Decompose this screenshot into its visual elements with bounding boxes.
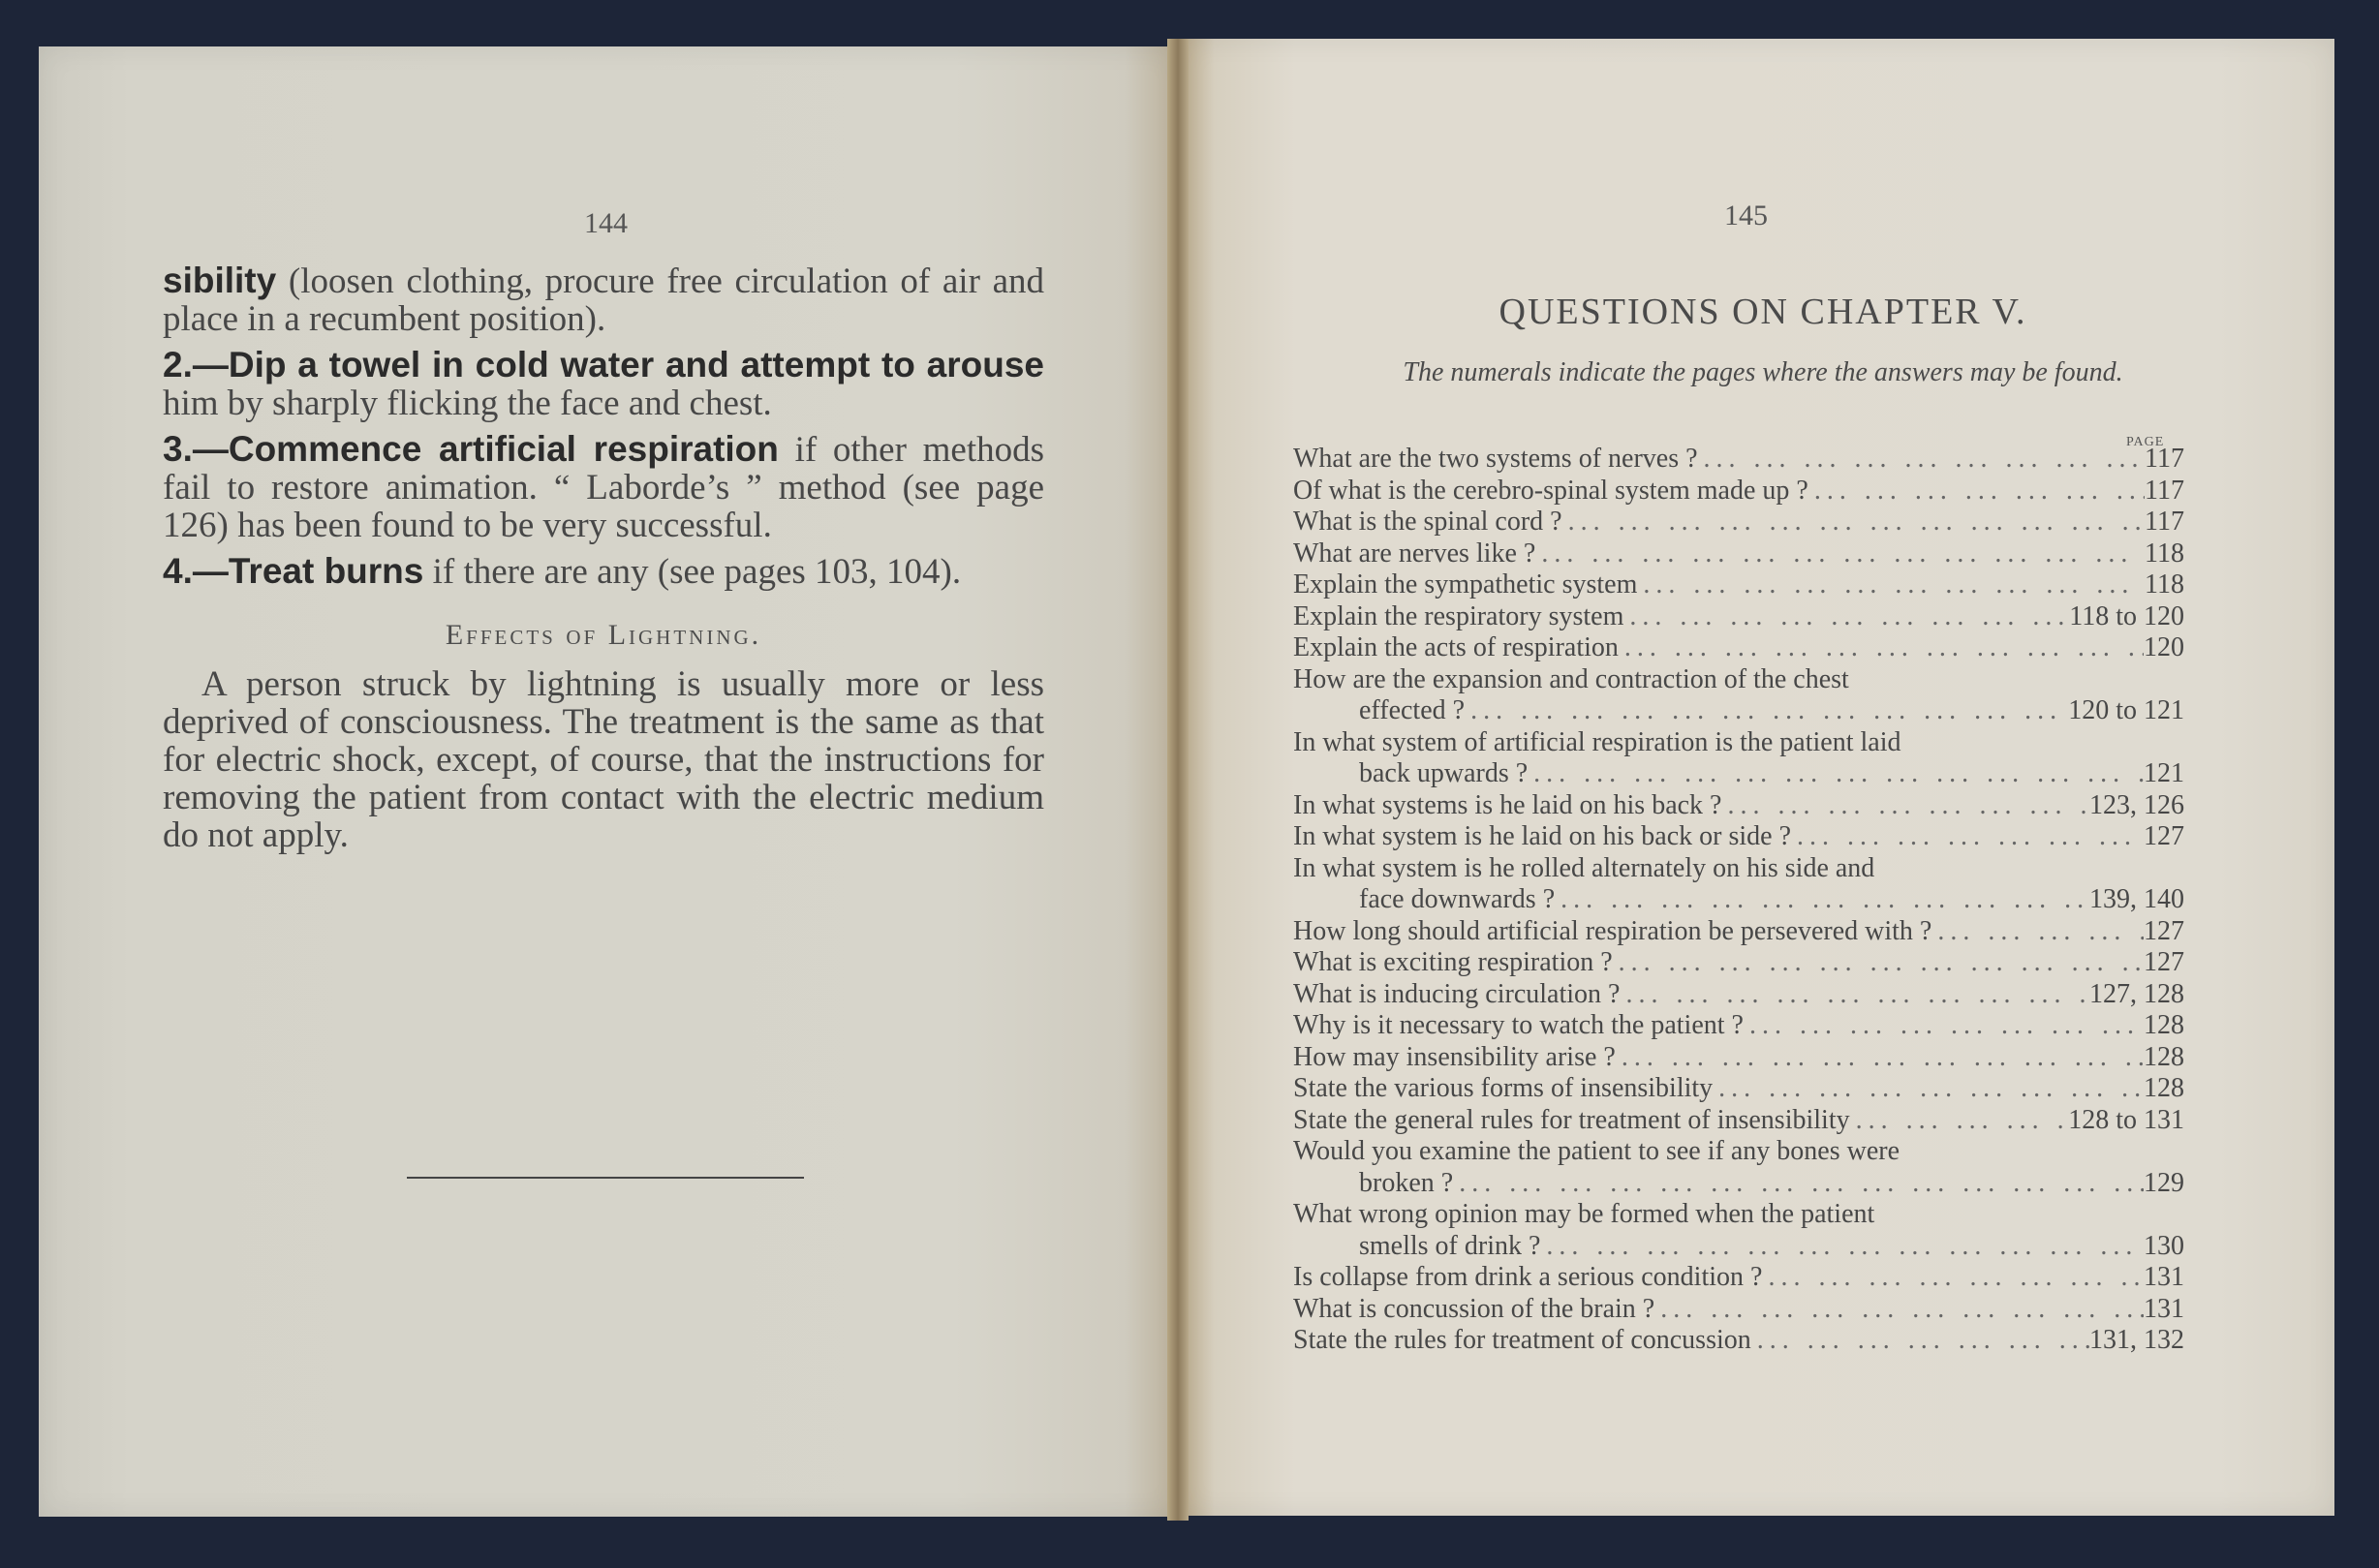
list-item: Why is it necessary to watch the patient ? ... . 128 <box>1293 1010 2184 1042</box>
questions-list <box>1293 444 2184 1357</box>
list-item: Is collapse from drink a serious condition ? ... . 131 <box>1293 1262 2184 1294</box>
list-item: What is the spinal cord ? ... . 117 <box>1293 507 2184 538</box>
list-item: In what system is he rolled alternately on his side and face downwards ? ... . 139, 140 <box>1293 853 2184 916</box>
paragraph-4: 4.—Treat burns if there are any (see pages 103, 104). <box>163 551 962 592</box>
list-item: In what system is he laid on his back or side ? ... . 127 <box>1293 821 2184 853</box>
list-item: How may insensibility arise ? ... . 128 <box>1293 1042 2184 1074</box>
list-item: What wrong opinion may be formed when the patient smells of drink ? ... . 130 <box>1293 1199 2184 1262</box>
right-page-number: 145 <box>1724 200 1768 231</box>
book-gutter <box>1167 39 1189 1521</box>
section-body: A person struck by lightning is usually more or less deprived of consciousness. The treatment is the same as that for electric shock, except, of course, that the instructions for removing the patient from contact with the electric medium do not apply. <box>163 664 1044 855</box>
list-item: Would you examine the patient to see if any bones were broken ? ... . 129 <box>1293 1136 2184 1199</box>
list-item: What is inducing circulation ? ... . 127, 128 <box>1293 979 2184 1011</box>
paragraph-3: 3.—Commence artificial respiration if other methods fail to restore animation. “ Laborde’s ” method (see page 126) has been found to be very successful. <box>163 429 1044 545</box>
list-item: State the general rules for treatment of insensibility ... . 128 to 131 <box>1293 1105 2184 1137</box>
list-item: What are nerves like ? ... . 118 <box>1293 538 2184 570</box>
paragraph-1: sibility (loosen clothing, procure free circulation of air and place in a recumbent position). <box>163 261 1044 339</box>
page-column-header: PAGE <box>2126 435 2165 449</box>
list-item: State the rules for treatment of concussion ... . 131, 132 <box>1293 1325 2184 1357</box>
list-item: Explain the sympathetic system ... . 118 <box>1293 569 2184 601</box>
list-item: Of what is the cerebro-spinal system made up ? ... . 117 <box>1293 476 2184 507</box>
list-item: In what system of artificial respiration is the patient laid back upwards ? ... . 121 <box>1293 727 2184 790</box>
list-item: How long should artificial respiration be persevered with ? ... . 127 <box>1293 916 2184 948</box>
left-page-number: 144 <box>584 207 628 239</box>
list-item: What is exciting respiration ? ... . 127 <box>1293 947 2184 979</box>
list-item: State the various forms of insensibility ... . 128 <box>1293 1073 2184 1105</box>
list-item: Explain the acts of respiration ... . 120 <box>1293 632 2184 664</box>
divider-rule <box>407 1177 804 1179</box>
list-item: In what systems is he laid on his back ? ... . 123, 126 <box>1293 790 2184 822</box>
list-item: What are the two systems of nerves ? ... . 117 <box>1293 444 2184 476</box>
list-item: What is concussion of the brain ? ... . 131 <box>1293 1294 2184 1326</box>
list-item: How are the expansion and contraction of the chest effected ? ... . 120 to 121 <box>1293 664 2184 727</box>
paragraph-2: 2.—Dip a towel in cold water and attempt to arouse him by sharply flicking the face and chest. <box>163 345 1044 423</box>
questions-title: QUESTIONS ON CHAPTER V. <box>1498 292 2027 332</box>
questions-subtitle: The numerals indicate the pages where the answers may be found. <box>1403 357 2123 387</box>
section-heading: Effects of Lightning. <box>445 619 762 651</box>
left-page-body <box>163 261 1044 862</box>
list-item: Explain the respiratory system ... . 118 to 120 <box>1293 601 2184 633</box>
